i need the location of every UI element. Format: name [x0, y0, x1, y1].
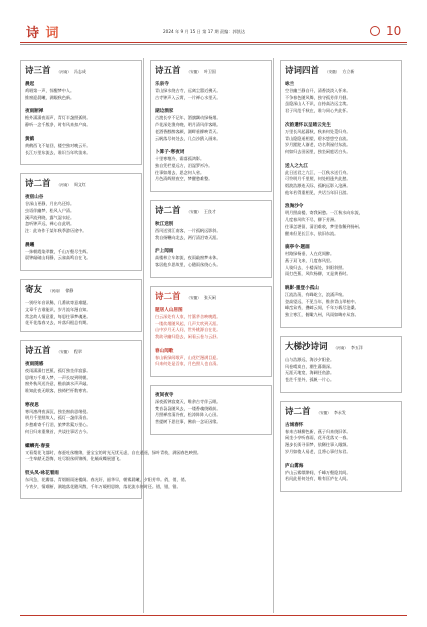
spacer — [25, 463, 137, 467]
poem-line: 醒来但见长江水，依旧东流。 — [285, 230, 339, 236]
poem-line: 谁知此夜无眠客，独倚栏杆数寒宵。 — [25, 388, 91, 394]
poem-line: 山与浩渺远，海沙夕阳金。 — [285, 356, 335, 362]
poem-line: 东风急，花瓣落，青烟细雨迷楼阁。春光好，韶华早，朝雾晨曦，夕阳芳草。俏，俏，俏。 — [25, 476, 189, 482]
poem-line: 窗外秋风送冷意，檐前滴水声声敲。 — [25, 381, 91, 387]
section-author: 程翠 — [73, 348, 82, 354]
section-header — [25, 344, 137, 356]
spacer — [285, 483, 397, 487]
poem-title: 题居人山居图 — [155, 307, 183, 313]
poem-line: 静听一念千般净，时有风来扣户扃。 — [25, 122, 91, 128]
poem-section — [280, 401, 402, 492]
poem-title: 秋江送别 — [155, 222, 174, 228]
poem-title: 晨起 — [25, 82, 35, 87]
poem-line: 思绪万千难入梦，一声长叹到明朝。 — [25, 374, 91, 380]
spacer — [285, 384, 397, 388]
spacer — [25, 156, 137, 160]
poem-section — [150, 286, 272, 377]
section-province: （安徽） — [56, 349, 71, 354]
poem-title: 夜雨随感 — [25, 361, 44, 367]
page-number: 10 — [386, 24, 402, 38]
poem-line: 几度春风吹不尽，柳下芳洲。 — [285, 217, 339, 223]
column-3 — [280, 60, 402, 500]
poem-line: 归来何处是吾家，月色照人也自清。 — [155, 361, 221, 367]
section-header — [285, 405, 397, 417]
poem-line: 往事如烟去，思念何人省。 — [155, 169, 205, 175]
poem-line: 花开花落春又去，叶落归根总有期。 — [25, 320, 91, 326]
poem-line: 古渡长亭不记年，酒旗飘动绿杨烟。 — [155, 115, 221, 121]
poem-line: 云帆落尽何处去，几点沙鸥入画来。 — [155, 135, 221, 141]
poem-line: 黄鹤西飞不复回，楼空独对晚云开。 — [25, 142, 91, 148]
section-author: 叶卫国 — [203, 69, 216, 74]
poem-title: 送人之九江 — [285, 163, 308, 169]
poem-title: 晨曦 — [25, 242, 35, 248]
section-title: 大梯沙诗词 — [285, 341, 328, 352]
poem-title: 浪淘沙令 — [285, 204, 304, 210]
page-circle-icon — [370, 26, 380, 36]
poem-line: 燕子双飞来，几度春风里。 — [285, 257, 335, 263]
top-rule-thin — [20, 44, 407, 45]
poem-line: 古寺钟声入云霄，一片禅心水里天。 — [155, 94, 221, 100]
poem-line: 客居他乡思故里，心随雨丝绕心头。 — [155, 262, 221, 268]
poem-line: 白云深处有人家，竹篱茅舍映晚霞。 — [155, 313, 221, 319]
brand-char-1: 诗 — [26, 26, 41, 41]
section-author: 张天闲 — [203, 294, 216, 300]
poem-title: 寒夜思 — [25, 402, 39, 408]
poem-line: 溪声流到晓，露气湿衣轻。 — [25, 214, 75, 220]
poem-line: 何如归去田园里，独坐闲庭话白头。 — [285, 148, 351, 154]
section-province: （安徽） — [316, 410, 331, 415]
section-title: 诗二首 — [155, 291, 181, 302]
poem-line: 忽听钟声远，禅心自此明。 — [25, 221, 75, 227]
poem-line: 庐山云雾缥缈间，千峰万壑隐其间。 — [285, 469, 351, 475]
poem-line: 明月照高楼，寄我闲愁。一江秋水向东流， — [285, 210, 363, 216]
section-province: （安徽） — [186, 295, 201, 300]
poem-line: 闲坐小亭听春雨，花开花落又一春。 — [285, 435, 351, 441]
poem-title: 卜算子·寒夜词 — [155, 150, 185, 156]
poem-section — [150, 200, 272, 278]
section-province: （安徽） — [186, 70, 201, 74]
section-title: 寄友 — [25, 285, 43, 296]
dateline: 2024 年 9 月 15 日 第 17 期 责编：郭凯达 — [163, 29, 246, 34]
masthead — [0, 0, 427, 40]
poem-line: 春来古城柳色新，燕子归来绕旧邻。 — [285, 428, 351, 434]
spacer — [155, 101, 267, 105]
column-divider-1 — [143, 58, 144, 613]
poem-line: 此日送君之九江，一江秋水送行舟。 — [285, 169, 351, 175]
poem-line: 村路绿杨垂，人在花间醉。 — [285, 251, 335, 257]
poem-line: 一抹朝霞染翠微，千山万壑尽生辉。 — [25, 248, 91, 254]
poem-title: 夜宿山谷 — [25, 195, 44, 201]
section-title: 诗二首 — [155, 206, 181, 217]
poem-title: 湖边酒家 — [155, 109, 174, 115]
poem-line: 青山隐隐遥相望，碧水悠悠空自流。 — [285, 135, 351, 141]
poem-line: 山中岁月无人问，世外桃源自在花。 — [155, 327, 221, 333]
poem-line: 独自凭栏望远方，泪湿罗衫冷。 — [155, 162, 213, 168]
poem-title: 钗头凤·咏花看雨 — [25, 470, 59, 476]
spacer — [155, 368, 267, 372]
poem-line: 登高望远，不见当年，惟余青山翠柏中。 — [285, 298, 359, 304]
poem-line: 无涯天地宽，海阔任鱼游。 — [285, 370, 335, 376]
section-author: 方立新 — [342, 69, 355, 74]
bottom-rule — [20, 615, 407, 616]
section-province: （河南） — [48, 289, 63, 294]
poem-line: 乡愁难寄千行泪，旅梦常萦万里心。 — [25, 422, 91, 428]
poem-line: 谷深山更静，月出鸟还惊。 — [25, 201, 75, 207]
poem-line: 檐外潇潇夜雨声，青灯半盏照孤明。 — [25, 115, 91, 121]
poem-title: 咏兰 — [285, 82, 295, 87]
section-author: 周文红 — [73, 182, 86, 188]
poem-line: 菩提树下思往事，佛前一念证因缘。 — [155, 419, 221, 425]
poem-line: 深夜孤钟寂寞天，唯余古寺伴云眠。 — [155, 399, 221, 405]
poem-line: 十里寒塘冷，霜落孤鸿影。 — [155, 156, 205, 162]
spacer — [25, 436, 137, 440]
spacer — [285, 237, 397, 241]
poem-line: 我自扬鞭向北去，两行清泪寄天涯。 — [155, 234, 221, 240]
poem-title: 眺影·重登小孤山 — [285, 286, 319, 292]
poem-line: 青山绿水绕古寺，远离尘嚣近佛天。 — [155, 88, 221, 93]
poem-note: 注：此诗作于某年秋季游历途中。 — [25, 228, 87, 234]
poem-title: 次韵遣怀以呈睹云先生 — [285, 122, 331, 128]
poem-line: 烟波浩渺连天际，孤帆远影入沧洲。 — [285, 183, 351, 189]
poem-line: 夜雨潇潇打芭蕉，孤灯独坐伴寂寥。 — [25, 367, 91, 373]
poem-section — [150, 385, 272, 435]
poem-title: 庐山雾海 — [285, 463, 304, 469]
section-province: （河南） — [56, 70, 71, 74]
poem-line: 万里长风起暮秋，秋来何处觅归舟。 — [285, 128, 351, 134]
poem-line: 常念故人情意重，每思往事梦魂迷。 — [25, 313, 91, 319]
poem-title: 螺蛳壳·春蚕 — [25, 443, 50, 449]
poem-line: 我欲寻幽归隐去，闲看云卷与云舒。 — [155, 333, 221, 339]
spacer — [25, 235, 137, 239]
poem-line: 春山新绿闻歌声，山花烂漫满目迎。 — [155, 354, 221, 360]
section-title: 诗五首 — [25, 345, 51, 356]
section-header — [155, 64, 267, 76]
spacer — [285, 196, 397, 200]
section-title: 诗三首 — [25, 66, 51, 76]
poem-line: 独立寒江，俯瞰九州，风雨如晦亦从容。 — [285, 312, 359, 318]
section-province: （安徽） — [186, 210, 201, 215]
poem-line: 又看梨花飞落时，春蚕吐丝缠绵，蚕宝宝的时光无忧无虑，自在逍遥，绿叶青枝，满园春色映照。 — [25, 449, 202, 455]
poem-line: 雨打芭蕉，风吹杨柳，又是黄昏时。 — [285, 271, 351, 277]
section-header — [25, 177, 137, 189]
poem-line: 推窗迎晨曦，满眼秋色新。 — [25, 94, 75, 100]
spacer — [155, 183, 267, 187]
section-title: 诗二首 — [285, 406, 311, 417]
section-author: 徐静 — [65, 288, 74, 294]
poem-line: 峰峦耸秀，叠嶂云间，千年万载尽沧桑。 — [285, 305, 359, 311]
spacer — [25, 129, 137, 133]
poem-line: 月色清辉照夜空，梦醒愁难整。 — [155, 176, 213, 182]
section-header — [25, 283, 137, 295]
spacer — [155, 241, 267, 245]
section-title: 诗词四首 — [285, 66, 320, 76]
section-province: （河南） — [56, 183, 71, 188]
poem-line: 一生奉献无怨悔，吐尽银丝织锦绣，化蛹成蝶展翅飞。 — [25, 456, 124, 462]
poem-line: 一缕炊烟随风起，几声犬吠到天涯。 — [155, 320, 221, 326]
poem-line: 今宵夕，情难断，满地落花随风散，千年万载相思绵，落花流水何时还。错，错，错。 — [25, 483, 181, 489]
poem-line: 虽隐深山人不识，自持高洁远尘埃。 — [285, 101, 351, 107]
spacer — [285, 115, 397, 119]
poem-line: 岁月蹉跎人渐老，功名利禄付东流。 — [285, 142, 351, 148]
poem-line: 江流浩荡，有峰屹立，浪涌声喧。 — [285, 292, 347, 298]
poem-line: 虫语伴幽梦，松风入户清。 — [25, 207, 75, 213]
poem-line: 人骑归去，小楼深处，斜阳斜照。 — [285, 264, 347, 270]
poem-section — [20, 279, 142, 332]
spacer — [155, 426, 267, 430]
section-author: 李永发 — [333, 409, 346, 415]
poem-section — [20, 60, 142, 165]
poem-line: 若问此景何处有，唯有匡庐在人间。 — [285, 476, 351, 482]
spacer — [25, 490, 137, 494]
spacer — [285, 319, 397, 323]
poem-line: 月照禅房清冷夜，松涛阵阵入心田。 — [155, 412, 221, 418]
section-header — [285, 64, 397, 76]
poem-title: 春山闻歌 — [155, 348, 174, 354]
poem-line: 文章千古谁能识，岁月流年漫自知。 — [25, 306, 91, 312]
section-author: 王良才 — [203, 209, 216, 215]
poem-line: 可怜明月千里照，何处相逢共此愁。 — [285, 176, 351, 182]
poem-title: 乐泉寺 — [155, 82, 169, 87]
section-header — [155, 204, 267, 216]
poem-line: 芦花深处渔舟晚，明月清风伴客眠。 — [155, 122, 221, 128]
poem-title: 黄鹤 — [25, 136, 35, 142]
poem-line: 苍茫千里外，孤帆一片心。 — [285, 376, 335, 382]
poem-line: 何日归来重聚首，共谈往事话古今。 — [25, 428, 91, 434]
spacer — [285, 278, 397, 282]
poem-title: 古城春怀 — [285, 422, 304, 428]
spacer — [155, 341, 267, 345]
brand-char-2: 词 — [45, 26, 60, 41]
poem-line: 不争春色随风舞，独守孤芳伴月徊。 — [285, 94, 351, 100]
spacer — [25, 395, 137, 399]
section-author: 冯志成 — [73, 69, 86, 74]
spacer — [285, 156, 397, 160]
poem-line: 鸡唱第一声，惊醒梦中人。 — [25, 88, 75, 93]
poem-line: 高楼林立车如流，夜雨敲窗梦未休。 — [155, 255, 221, 261]
spacer — [155, 142, 267, 146]
poem-section — [280, 60, 402, 328]
poem-section — [20, 173, 142, 271]
spacer — [25, 101, 137, 105]
poem-line: 西风送别江南客，一片孤帆远影斜。 — [155, 228, 221, 234]
poem-section — [150, 60, 272, 192]
poem-line: 梵音袅袅随风去，一缕香魂绕殿前。 — [155, 405, 221, 411]
column-divider-2 — [273, 58, 274, 613]
poem-line: 空谷幽兰静自开，清香淡淡入怀来。 — [285, 88, 351, 93]
poem-title: 夜雨断禅 — [25, 109, 44, 115]
section-province: （安徽） — [325, 70, 340, 74]
spacer — [285, 456, 397, 460]
section-title: 诗五首 — [155, 66, 181, 76]
poem-line: 风卷晴岚白，潮生暮霭深。 — [285, 363, 335, 369]
section-header — [285, 340, 397, 352]
poem-line: 一别经年音讯稀，几番欲寄意难题。 — [25, 300, 91, 306]
top-rule — [20, 42, 407, 43]
section-title: 诗二首 — [25, 179, 51, 190]
poem-line: 岁月如梭人易老，且将心事付东君。 — [285, 448, 351, 454]
poem-title: 鹿亭令·题画 — [285, 245, 310, 251]
poem-line: 长江万里东流去，谁识当年吹笛来。 — [25, 149, 91, 155]
poem-line: 晨钟敲破山间静，云雀高鸣自在飞。 — [25, 255, 91, 261]
poem-line: 君子风范千秋在，谁与同心共此怀。 — [285, 108, 351, 114]
section-province: （河南） — [333, 345, 348, 350]
spacer — [155, 269, 267, 273]
poem-title: 沪上闻雨 — [155, 249, 174, 255]
section-header — [155, 290, 267, 302]
poem-line: 往事怎堪留，清泪难收，梦里依稀到扬州。 — [285, 223, 363, 229]
poem-line: 寒风凛冽夜深沉，独坐窗前思绪侵。 — [25, 408, 91, 414]
poem-line: 漫步长街寻旧梦，依稀往事入眼频。 — [285, 442, 351, 448]
poem-line: 明月千里照故人，孤灯一盏伴清音。 — [25, 415, 91, 421]
column-2 — [150, 60, 272, 443]
poem-line: 他年若得重相见，共话当年旧日游。 — [285, 189, 351, 195]
poem-line: 老酒香醇醉客颜，湖畔垂柳映青天。 — [155, 128, 221, 134]
poem-title: 夜间夜寺 — [155, 393, 174, 399]
section-header — [25, 64, 137, 76]
brand-logo — [26, 22, 60, 41]
section-author: 李五洋 — [350, 344, 363, 350]
spacer — [25, 262, 137, 266]
poem-section — [280, 336, 402, 393]
